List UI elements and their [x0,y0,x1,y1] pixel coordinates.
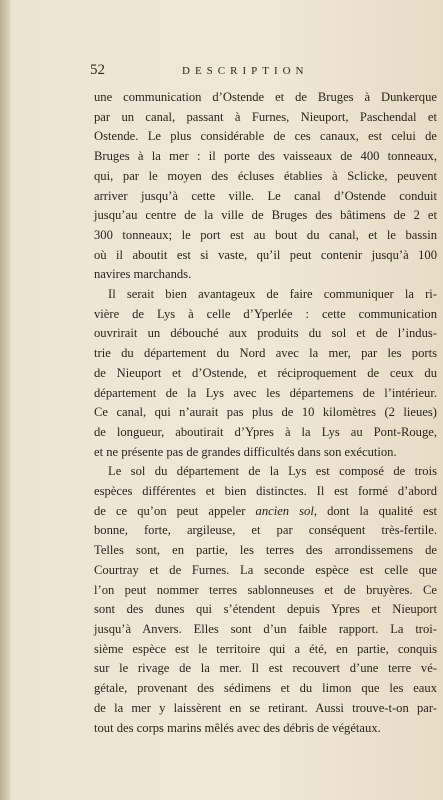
text-line: Le sol du département de la Lys est composé de trois [108,464,437,479]
text-line: département de la Lys avec les départemens de l’intérieur. [94,385,437,400]
text-line: ouvrirait un débouché aux produits du sol et de l’indus- [94,326,437,341]
text-line: bonne, forte, argileuse, et par conséquent très-fertile. [94,523,437,538]
text-line: sur le rivage de la mer. Il est recouvert d’une terre vé- [94,661,437,676]
text-line-with-italic [94,502,437,522]
text-line: par un canal, passant à Furnes, Nieuport, Paschendal et [94,109,437,124]
text-line: sième espèce est le territoire qui a été, en partie, conquis [94,641,437,656]
paragraph-1 [94,88,437,285]
page-number: 52 [90,62,105,78]
text-line: de la mer y laissèrent en se retirant. Aussi trouve-t-on par- [94,700,437,715]
text-line: Ostende. Le plus considérable de ces canaux, est celui de [94,129,437,144]
text-line: 300 tonneaux; le port est au bout du canal, et le bassin [94,227,437,242]
text-run: de ce qu’on peut appeler [94,503,256,518]
text-line: sont des dunes qui s’étendent depuis Ypres et Nieuport [94,602,437,617]
text-line: Il serait bien avantageux de faire communiquer la ri- [108,287,437,302]
text-line: qui, par le moyen des écluses établies à Sclicke, peuvent [94,168,437,183]
text-line: trie du département du Nord avec la mer, par les ports [94,346,437,361]
text-line: Telles sont, en partie, les terres des arrondissemens de [94,543,437,558]
text-line: où il aboutit est si vaste, qu’il peut contenir jusqu’à 100 [94,247,437,262]
text-line: espèces différentes et bien distinctes. Il est formé d’abord [94,484,437,499]
text-line: jusqu’à Anvers. Elles sont d’un faible rapport. La troi- [94,621,437,636]
italic-term: ancien sol [255,503,314,518]
text-run: , dont la qualité est [313,503,438,518]
text-line: navires marchands. [94,267,192,282]
text-line: gétale, provenant des sédimens et du limon que les eaux [94,681,437,696]
text-line: jusqu’au centre de la ville de Bruges des bâtimens de 2 et [94,208,437,223]
text-line: de Nieuport et d’Ostende, et réciproquement de ceux du [94,365,437,380]
paragraph-2 [94,285,437,462]
text-line: tout des corps marins mêlés avec des débris de végétaux. [94,720,381,735]
text-line: l’on peut nommer terres sablonneuses et de bruyères. Ce [94,582,437,597]
text-line: arriver jusqu’à cette ville. Le canal d’Ostende conduit [94,188,437,203]
text-line: de longueur, aboutirait d’Ypres à la Lys au Pont-Rouge, [94,424,437,439]
text-line: et ne présente pas de grandes difficultés dans son exécution. [94,444,397,459]
page-header [90,62,435,82]
body-text [94,88,437,738]
running-head: DESCRIPTION [182,65,309,77]
text-line: Bruges à la mer : il porte des vaisseaux de 400 tonneaux, [94,149,437,164]
text-line: Ce canal, qui n’aurait pas plus de 10 kilomètres (2 lieues) [94,405,437,420]
text-line: une communication d’Ostende et de Bruges à Dunkerque [94,90,437,104]
paragraph-3 [94,462,437,738]
text-line: vière de Lys à celle d’Yperlée : cette communication [94,306,437,321]
text-line: Courtray et de Furnes. La seconde espèce est celle que [94,562,437,577]
page-gutter-shadow [0,0,10,800]
